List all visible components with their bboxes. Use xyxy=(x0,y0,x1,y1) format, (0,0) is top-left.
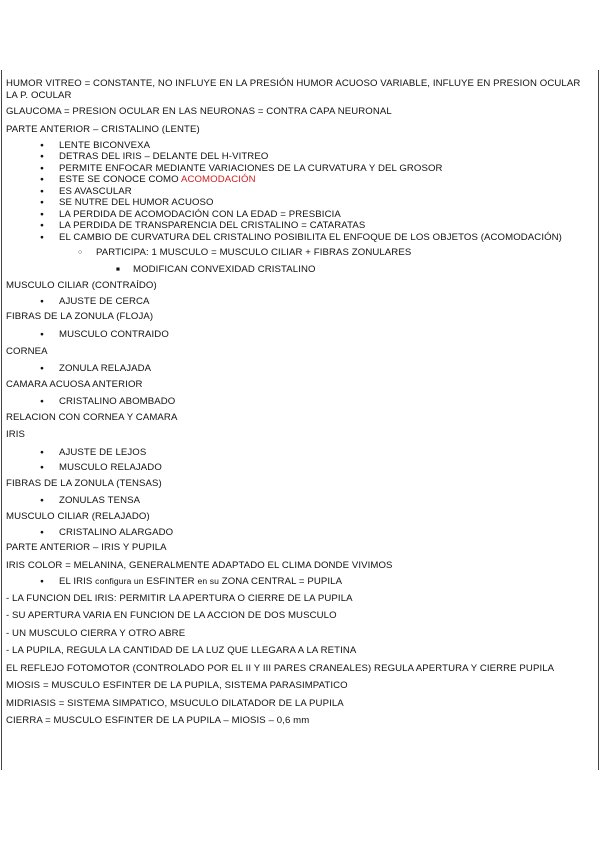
fibras-zonula-floja: FIBRAS DE LA ZONULA (FLOJA) xyxy=(6,311,154,322)
humor-vitreo-line: HUMOR VITREO = CONSTANTE, NO INFLUYE EN LA PRESIÓN HUMOR ACUOSO VARIABLE, INFLUYE EN PRESION OCULAR LA P. OCULAR xyxy=(6,78,581,101)
list-item: ■ MODIFICAN CONVEXIDAD CRISTALINO xyxy=(6,264,594,276)
list-item-text: ZONA CENTRAL = PUPILA xyxy=(218,575,343,587)
iris-color-line: IRIS COLOR = MELANINA, GENERALMENTE ADAPTADO EL CLIMA DONDE VIVIMOS xyxy=(6,559,393,571)
musculo-ciliar-relajado: MUSCULO CILIAR (RELAJADO) xyxy=(6,510,150,522)
list-item: ○ PARTICIPA: 1 MUSCULO = MUSCULO CILIAR + FIBRAS ZONULARES xyxy=(6,247,594,259)
modifican-subsublist xyxy=(6,264,594,276)
list-item xyxy=(6,174,594,186)
list-item: ● PERMITE ENFOCAR MEDIANTE VARIACIONES DE LA CURVATURA Y DEL GROSOR xyxy=(6,163,594,175)
list-item: ● EL CAMBIO DE CURVATURA DEL CRISTALINO POSIBILITA EL ENFOQUE DE LOS OBJETOS (ACOMODACIÓN) xyxy=(6,232,594,244)
midriasis-line: MIDRIASIS = SISTEMA SIMPATICO, MSUCULO DILATADOR DE LA PUPILA xyxy=(6,697,344,709)
camara-acuosa-line: CAMARA ACUOSA ANTERIOR xyxy=(6,378,143,390)
cornea-line: CORNEA xyxy=(6,345,48,357)
miosis-line: MIOSIS = MUSCULO ESFINTER DE LA PUPILA, SISTEMA PARASIMPATICO xyxy=(6,680,348,691)
iris-pupila-heading: PARTE ANTERIOR – IRIS Y PUPILA xyxy=(6,542,167,553)
list-item: ● SE NUTRE DEL HUMOR ACUOSO xyxy=(6,197,594,209)
list-item-text: EL IRIS xyxy=(59,575,96,587)
relacion-line: RELACION CON CORNEA Y CAMARA xyxy=(6,411,178,423)
list-item-text: ESTE SE CONOCE COMO xyxy=(59,174,181,185)
fibras-zonula-tensas: FIBRAS DE LA ZONULA (TENSAS) xyxy=(6,477,162,489)
cierra-line: CIERRA = MUSCULO ESFINTER DE LA PUPILA – MIOSIS – 0,6 mm xyxy=(6,715,310,726)
list-item xyxy=(6,576,594,588)
list-item: ● LENTE BICONVEXA xyxy=(6,140,594,152)
cristalino-heading: PARTE ANTERIOR – CRISTALINO (LENTE) xyxy=(6,123,200,135)
list-item-text: ESFINTER xyxy=(143,575,198,587)
list-item: ● CRISTALINO ALARGADO xyxy=(6,527,594,539)
cristalino-list xyxy=(6,140,594,244)
list-item: ● ZONULA RELAJADA xyxy=(6,363,594,375)
list-item: ● AJUSTE DE LEJOS xyxy=(6,447,594,459)
list-item: ● DETRAS DEL IRIS – DELANTE DEL H-VITREO xyxy=(6,151,594,163)
participa-sublist xyxy=(6,247,594,259)
apertura-line: - SU APERTURA VARIA EN FUNCION DE LA ACCION DE DOS MUSCULO xyxy=(6,610,337,621)
list-item: ● ES AVASCULAR xyxy=(6,186,594,198)
list-item: ● MUSCULO RELAJADO xyxy=(6,462,594,474)
page-left-border xyxy=(1,70,2,770)
glaucoma-line: GLAUCOMA = PRESION OCULAR EN LAS NEURONAS = CONTRA CAPA NEURONAL xyxy=(6,106,392,117)
list-item: ● MUSCULO CONTRAIDO xyxy=(6,329,594,341)
iris-line: IRIS xyxy=(6,429,26,440)
list-item: ● LA PERDIDA DE TRANSPARENCIA DEL CRISTALINO = CATARATAS xyxy=(6,220,594,232)
musculo-ciliar-contraido: MUSCULO CILIAR (CONTRAÍDO) xyxy=(6,279,157,291)
musculo-cierra-line: - UN MUSCULO CIERRA Y OTRO ABRE xyxy=(6,627,186,639)
list-item: ● AJUSTE DE CERCA xyxy=(6,296,594,308)
list-item: ● CRISTALINO ABOMBADO xyxy=(6,396,594,408)
acomodacion-highlight: ACOMODACIÓN xyxy=(180,174,256,185)
funcion-iris-line: - LA FUNCION DEL IRIS: PERMITIR LA APERTURA O CIERRE DE LA PUPILA xyxy=(6,592,353,604)
reflejo-fotomotor-line: EL REFLEJO FOTOMOTOR (CONTROLADO POR EL II Y III PARES CRANEALES) REGULA APERTURA Y CIERRE PUPILA xyxy=(6,662,555,674)
list-item: ● ZONULAS TENSA xyxy=(6,495,594,507)
pupila-regula-line: - LA PUPILA, REGULA LA CANTIDAD DE LA LUZ QUE LLEGARA A LA RETINA xyxy=(6,645,357,656)
notes-content xyxy=(6,78,594,727)
list-item: ● LA PERDIDA DE ACOMODACIÓN CON LA EDAD = PRESBICIA xyxy=(6,209,594,221)
list-item-text: en su xyxy=(197,575,219,586)
list-item-text: configura un xyxy=(95,575,144,586)
page-right-border xyxy=(598,70,599,770)
